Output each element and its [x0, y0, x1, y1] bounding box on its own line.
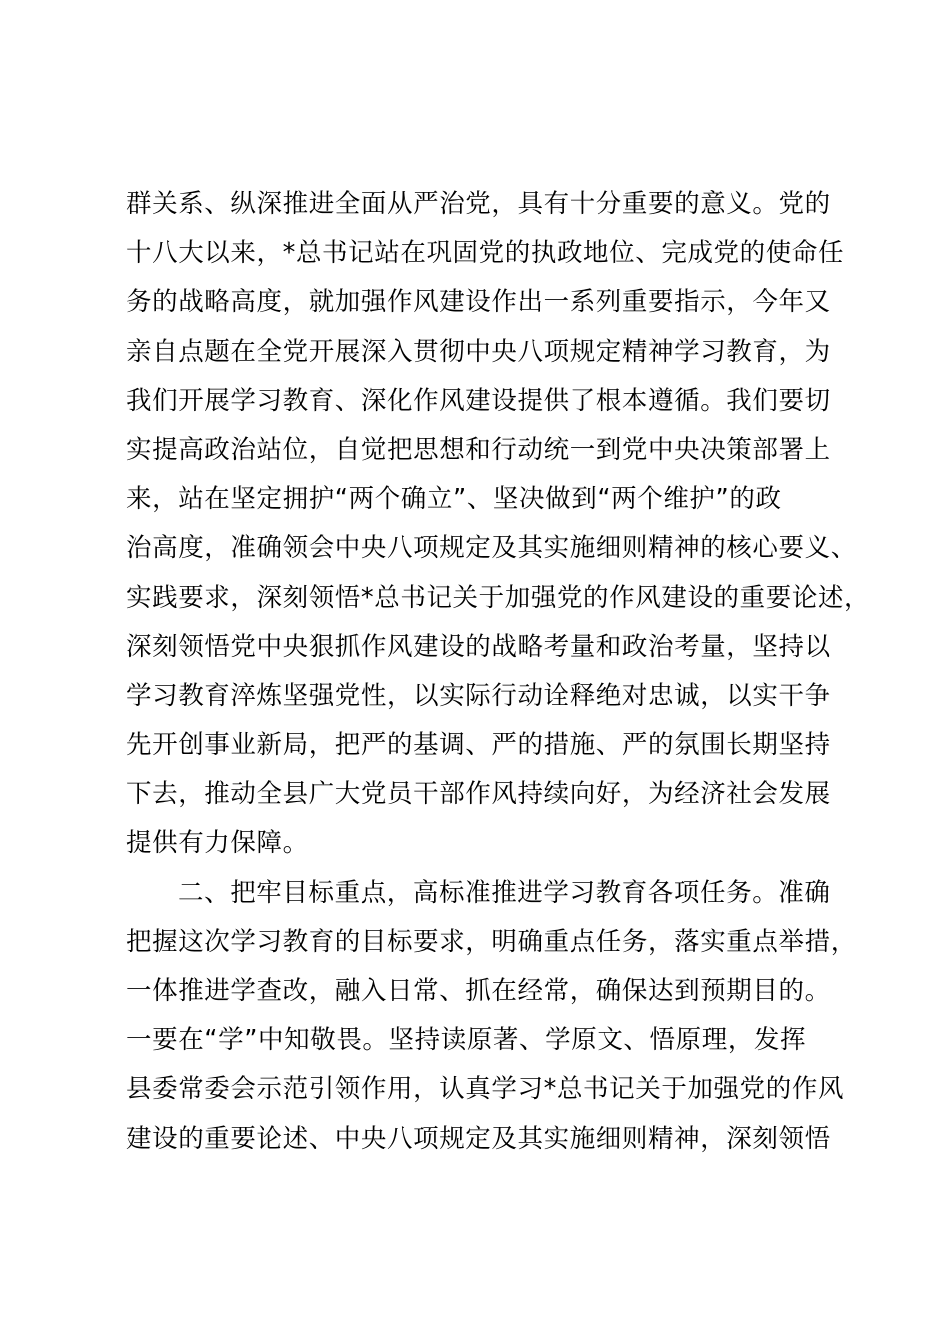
section-heading-line: 二、把牢目标重点，高标准推进学习教育各项任务。准确 [178, 877, 831, 908]
text-line: 实提高政治站位，自觉把思想和行动统一到党中央决策部署上 [126, 434, 831, 465]
text-line: 下去，推动全县广大党员干部作风持续向好，为经济社会发展 [126, 779, 831, 810]
text-line: 治高度，准确领会中央八项规定及其实施细则精神的核心要义、 [126, 533, 857, 564]
text-line: 学习教育淬炼坚强党性，以实际行动诠释绝对忠诚，以实干争 [126, 680, 831, 711]
text-line: 建设的重要论述、中央八项规定及其实施细则精神，深刻领悟 [126, 1123, 831, 1154]
text-line: 务的战略高度，就加强作风建设作出一系列重要指示，今年又 [126, 287, 831, 318]
text-line: 群关系、纵深推进全面从严治党，具有十分重要的意义。党的 [126, 189, 831, 219]
text-line: 实践要求，深刻领悟*总书记关于加强党的作风建设的重要论述， [126, 582, 871, 613]
text-line: 一要在“学”中知敬畏。坚持读原著、学原文、悟原理，发挥 [126, 1025, 807, 1056]
text-line: 把握这次学习教育的目标要求，明确重点任务，落实重点举措， [126, 926, 857, 957]
body-text [126, 180, 871, 1164]
text-line: 县委常委会示范引领作用，认真学习*总书记关于加强党的作风 [126, 1074, 845, 1105]
text-line: 提供有力保障。 [126, 828, 309, 859]
text-line: 深刻领悟党中央狠抓作风建设的战略考量和政治考量，坚持以 [126, 631, 831, 662]
text-line: 亲自点题在全党开展深入贯彻中央八项规定精神学习教育，为 [126, 336, 831, 367]
text-line: 来，站在坚定拥护“两个确立”、坚决做到“两个维护”的政 [126, 484, 782, 515]
text-line: 一体推进学查改，融入日常、抓在经常，确保达到预期目的。 [126, 976, 831, 1006]
text-line: 先开创事业新局，把严的基调、严的措施、严的氛围长期坚持 [126, 730, 831, 761]
text-line: 我们开展学习教育、深化作风建设提供了根本遵循。我们要切 [126, 385, 831, 416]
text-line: 十八大以来，*总书记站在巩固党的执政地位、完成党的使命任 [126, 238, 845, 269]
